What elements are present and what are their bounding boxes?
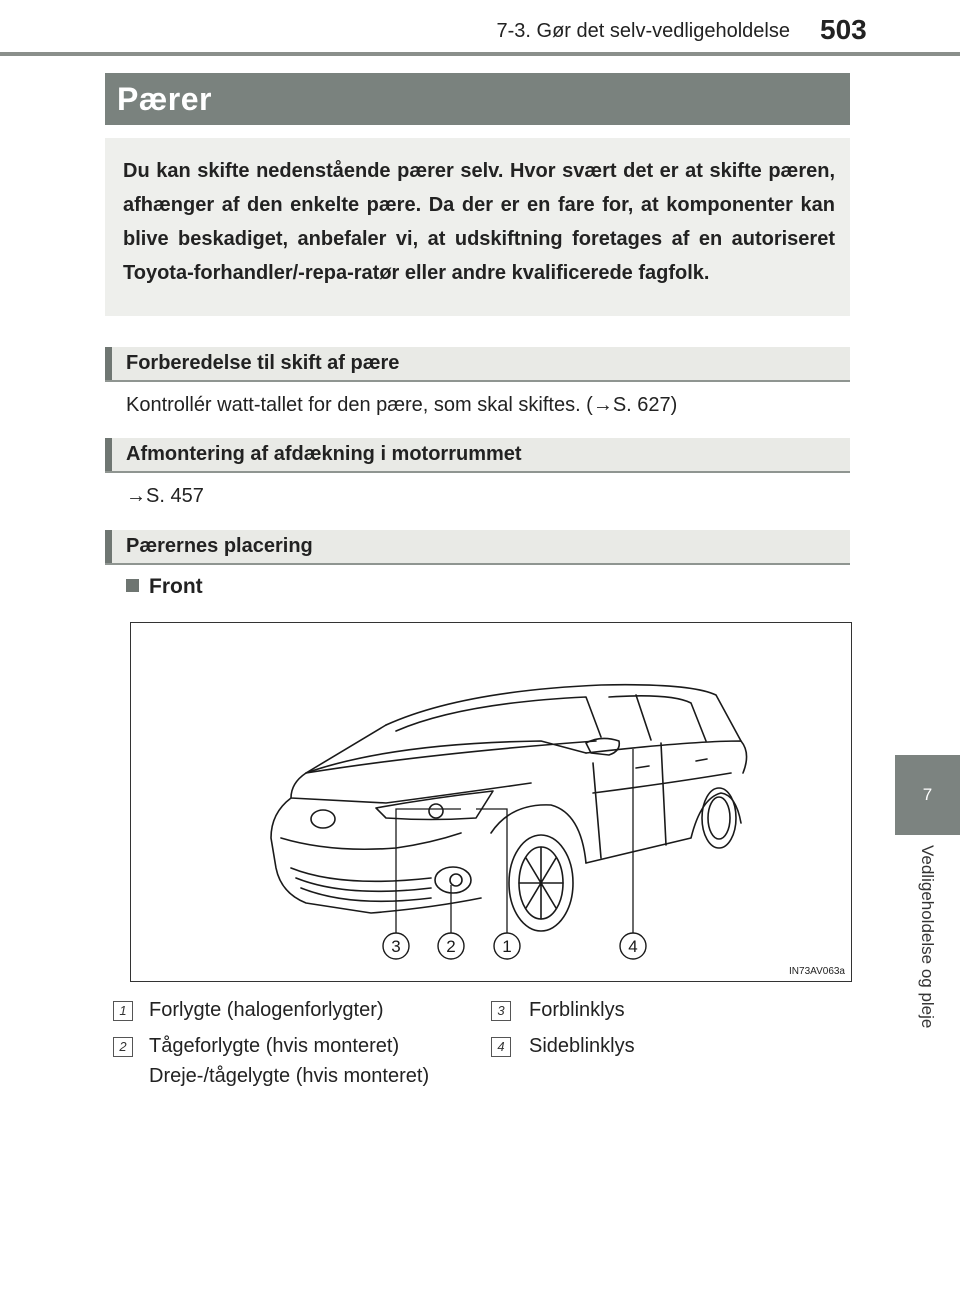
callout-3-label: 3 (391, 937, 401, 956)
subheading-text: Forberedelse til skift af pære (126, 352, 400, 374)
legend-number: 4 (491, 1037, 511, 1057)
chapter-tab[interactable]: 7 (895, 755, 960, 835)
subheading-engine-cover (105, 438, 850, 473)
page-title-bar (105, 73, 850, 125)
legend-item-cornering-fog-light: Dreje-/tågelygte (hvis monteret) (149, 1065, 430, 1087)
subheading-text: Pærernes placering (126, 535, 313, 557)
preparation-text: Kontrollér watt-tallet for den pære, som skal skiftes. (→S. 627) (126, 394, 678, 416)
callout-1-label: 1 (502, 937, 512, 956)
subheading-bulb-locations (105, 530, 850, 565)
legend-item-fog-light: Tågeforlygte (hvis monteret) (149, 1035, 400, 1057)
legend-item-front-turn-signal: Forblinklys (529, 999, 625, 1021)
figure-code: IN73AV063a (789, 966, 845, 977)
header-divider (0, 52, 960, 56)
page-title: Pærer (117, 81, 212, 117)
square-bullet-icon (126, 579, 139, 592)
legend-item-headlight: Forlygte (halogenforlygter) (149, 999, 384, 1021)
subheading-preparation (105, 347, 850, 382)
intro-text: Du kan skifte nedenstående pærer selv. Hvor svært det er at skifte pæren, afhænger af den enkelte pære. Da der er en fare for, at komponenter kan blive beskadiget, anbefaler vi, at udskiftning foretages af en autoriseret Toyota-forhandler/-repa-ratør eller andre kvalificerede fagfolk. (123, 160, 835, 284)
page-number: 503 (820, 14, 867, 45)
legend-number: 1 (113, 1001, 133, 1021)
callout-2-label: 2 (446, 937, 456, 956)
engine-cover-reference[interactable]: →S. 457 (126, 485, 204, 507)
callout-4-label: 4 (628, 937, 638, 956)
car-illustration (131, 623, 851, 981)
chapter-title-vertical (912, 845, 942, 1075)
front-label: Front (126, 575, 203, 599)
chapter-title: Vedligeholdelse og pleje (918, 845, 937, 1029)
legend-number: 2 (113, 1037, 133, 1057)
car-front-figure (130, 622, 852, 982)
section-title: 7-3. Gør det selv-vedligeholdelse (496, 20, 790, 42)
legend-number: 3 (491, 1001, 511, 1021)
intro-box (105, 138, 850, 316)
subheading-text: Afmontering af afdækning i motorrummet (126, 443, 522, 465)
legend-item-side-turn-signal: Sideblinklys (529, 1035, 635, 1057)
